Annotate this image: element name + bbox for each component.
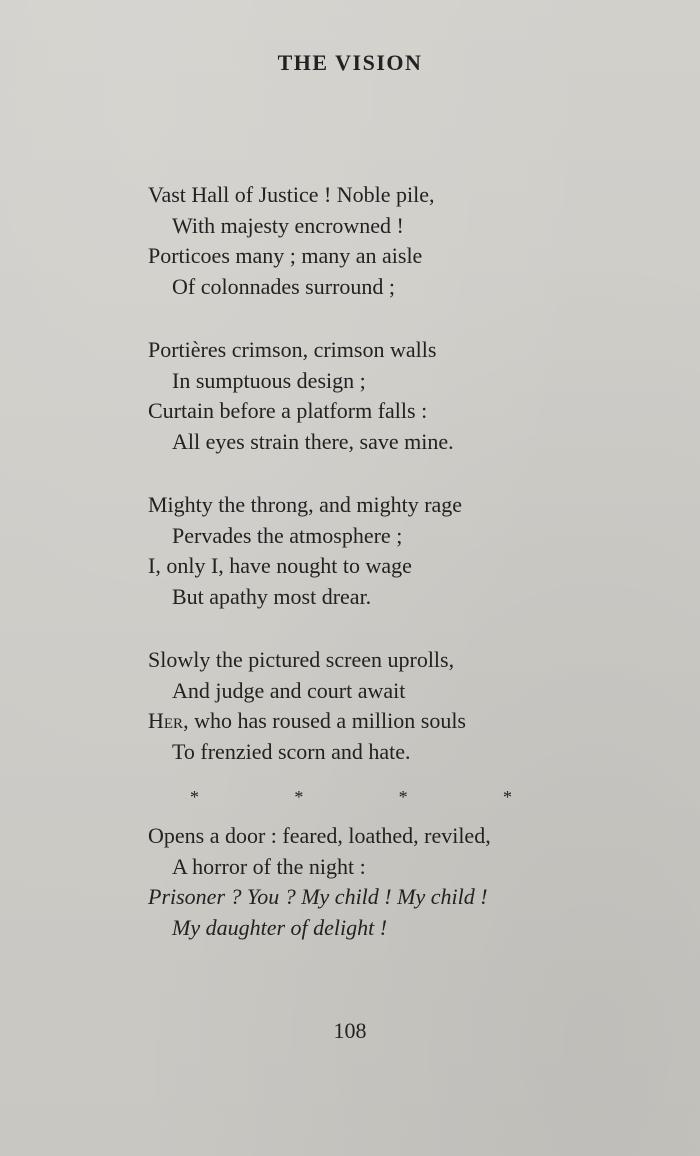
page-number: 108 xyxy=(333,1018,367,1043)
poem-line: Pervades the atmosphere ; xyxy=(172,522,403,548)
smallcaps-word: Her xyxy=(148,708,184,733)
poem-line-rest: , who has roused a million souls xyxy=(183,708,466,733)
stanza-2 xyxy=(148,335,668,457)
poem-line: To frenzied scorn and hate. xyxy=(172,738,411,764)
poem-line: I, only I, have nought to wage xyxy=(148,553,412,578)
asterisk: * xyxy=(190,787,199,807)
poem xyxy=(148,180,668,976)
poem-line: Curtain before a platform falls : xyxy=(148,398,428,423)
stanza-4 xyxy=(148,645,668,767)
running-head: THE VISION xyxy=(277,50,423,75)
poem-line: But apathy most drear. xyxy=(172,583,372,609)
poem-line: Prisoner ? You ? My child ! My child ! xyxy=(148,884,488,909)
poem-line: Porticoes many ; many an aisle xyxy=(148,243,423,268)
poem-line: Mighty the throng, and mighty rage xyxy=(148,492,463,517)
asterisk: * xyxy=(398,787,408,807)
stanza-5 xyxy=(148,821,668,943)
asterisk: * xyxy=(294,787,304,807)
poem-line: Slowly the pictured screen uprolls, xyxy=(148,647,455,672)
stanza-3 xyxy=(148,490,668,612)
poem-line: And judge and court await xyxy=(172,677,406,703)
poem-line: All eyes strain there, save mine. xyxy=(172,428,454,454)
poem-line: In sumptuous design ; xyxy=(172,367,366,393)
poem-line: With majesty encrowned ! xyxy=(172,212,404,238)
poem-line: Vast Hall of Justice ! Noble pile, xyxy=(148,182,435,207)
poem-line: A horror of the night : xyxy=(172,853,366,879)
section-separator xyxy=(190,785,512,809)
stanza-1 xyxy=(148,180,668,302)
poem-line: Portières crimson, crimson walls xyxy=(148,337,437,362)
poem-line: Of colonnades surround ; xyxy=(172,273,396,299)
poem-line: My daughter of delight ! xyxy=(172,914,388,940)
poem-line xyxy=(148,706,668,737)
asterisk: * xyxy=(502,787,512,807)
poem-line: Opens a door : feared, loathed, reviled, xyxy=(148,823,491,848)
